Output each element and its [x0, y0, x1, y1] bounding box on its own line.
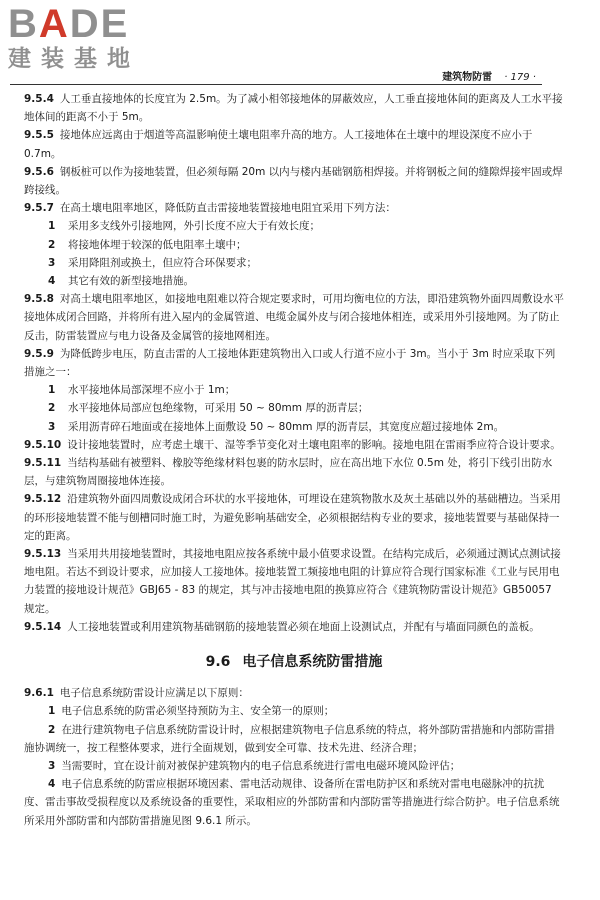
list-item: 1 电子信息系统的防雷必须坚持预防为主、安全第一的原则；: [48, 705, 335, 718]
list-item: 4 电子信息系统的防雷应根据环境因素、雷电活动规律、设备所在雷电防护区和系统对雷电电磁脉冲的抗扰度、雷击事故受损程度以及系统设备的重要性，采取相应的外部防雷和内部防雷等措施进行综合防护。电子信息系统所采用外部防雷和内部防雷措施见图 9.6.1 所示。: [24, 778, 560, 827]
list-item: 4 其它有效的新型接地措施。: [48, 275, 194, 288]
list-item: 3 采用沥青碎石地面或在接地体上面敷设 50 ~ 80mm 厚的沥青层，其宽度应超过接地体 2m。: [48, 420, 505, 433]
section-title: 电子信息系统防雷措施: [242, 654, 383, 671]
clause: 9.6.1 电子信息系统防雷设计应满足以下原则：: [24, 687, 249, 700]
logo-brand: BADE: [8, 2, 130, 46]
section-heading: [24, 652, 564, 672]
running-head: [442, 68, 536, 83]
clause: 9.5.13 当采用共用接地装置时，其接地电阻应按各系统中最小值要求设置。在结构完成后，必须通过测试点测试接地电阻。若达不到设计要求，应加接人工接地体。接地装置工频接地电阻的计算应符合现行国家标准《工业与民用电力装置的接地设计规范》GBJ65 - 83 的规定，其与冲击接地电阻的换算应符合《建筑物防雷设计规范》GB50057 规定。: [24, 548, 561, 615]
page-number: · 179 ·: [504, 72, 536, 83]
clause: 9.5.10 设计接地装置时，应考虑土壤干、湿等季节变化对土壤电阻率的影响。接地电阻在雷雨季应符合设计要求。: [24, 438, 561, 451]
clause: 9.5.14 人工接地装置或利用建筑物基础钢筋的接地装置必须在地面上设测试点，并配有与墙面同颜色的盖板。: [24, 620, 540, 633]
header-rule: [10, 84, 542, 85]
clause: 9.5.7 在高土壤电阻率地区，降低防直击雷接地装置接地电阻宜采用下列方法：: [24, 202, 396, 215]
clause: 9.5.4 人工垂直接地体的长度宜为 2.5m。为了减小相邻接地体的屏蔽效应，人工垂直接地体间的距离及人工水平接地体间的距离不小于 5m。: [24, 93, 563, 124]
list-item: 2 在进行建筑物电子信息系统防雷设计时，应根据建筑物电子信息系统的特点，将外部防雷措施和内部防雷措施协调统一，按工程整体要求，进行全面规划，做到安全可靠、技术先进、经济合理；: [24, 723, 555, 754]
list-item: 3 采用降阻剂或换土，但应符合环保要求；: [48, 256, 257, 269]
clause: 9.5.8 对高土壤电阻率地区，如接地电阻难以符合规定要求时，可用均衡电位的方法，即沿建筑物外面四周敷设水平接地体成闭合回路，并将所有进入屋内的金属管道、电缆金属外皮与闭合接地体相连，或采用外引接地网。为了防止反击，防雷装置应与电力设备及金属管的接地网相连。: [24, 293, 564, 342]
list-item: 2 水平接地体局部应包绝缘物，可采用 50 ~ 80mm 厚的沥青层；: [48, 402, 369, 415]
publisher-logo: [8, 4, 178, 72]
page-body: [24, 90, 564, 830]
clause: 9.5.12 沿建筑物外面四周敷设成闭合环状的水平接地体，可埋设在建筑物散水及灰土基础以外的基础槽边。当采用的环形接地装置不能与刨槽同时施工时，为避免影响基础安全，必须根据结构专业的要求，接地装置要与基础保持一定的距离。: [24, 493, 561, 542]
clause: 9.5.11 当结构基础有被塑料、橡胶等绝缘材料包裹的防水层时，应在高出地下水位 0.5m 处，将引下线引出防水层，与建筑物周圈接地体连接。: [24, 457, 553, 488]
section-number: 9.6: [205, 654, 231, 671]
list-item: 3 当需要时，宜在设计前对被保护建筑物内的电子信息系统进行雷电电磁环境风险评估；: [48, 759, 461, 772]
clause: 9.5.5 接地体应远离由于烟道等高温影响使土壤电阻率升高的地方。人工接地体在土壤中的埋设深度不应小于 0.7m。: [24, 129, 533, 160]
chapter-title: 建筑物防雷: [442, 72, 493, 83]
clause: 9.5.6 钢板桩可以作为接地装置，但必须每隔 20m 以内与楼内基础钢筋相焊接。并将钢板之间的缝隙焊接牢固或焊跨接线。: [24, 165, 563, 197]
list-item: 1 采用多支线外引接地网，外引长度不应大于有效长度；: [48, 220, 320, 233]
list-item: 1 水平接地体局部深埋不应小于 1m；: [48, 384, 236, 397]
logo-brand-cn: 建装基地: [8, 46, 140, 72]
clause: 9.5.9 为降低跨步电压，防直击雷的人工接地体距建筑物出入口或人行道不应小于 3m。当小于 3m 时应采取下列措施之一：: [24, 347, 556, 379]
list-item: 2 将接地体埋于较深的低电阻率土壤中；: [48, 238, 247, 251]
